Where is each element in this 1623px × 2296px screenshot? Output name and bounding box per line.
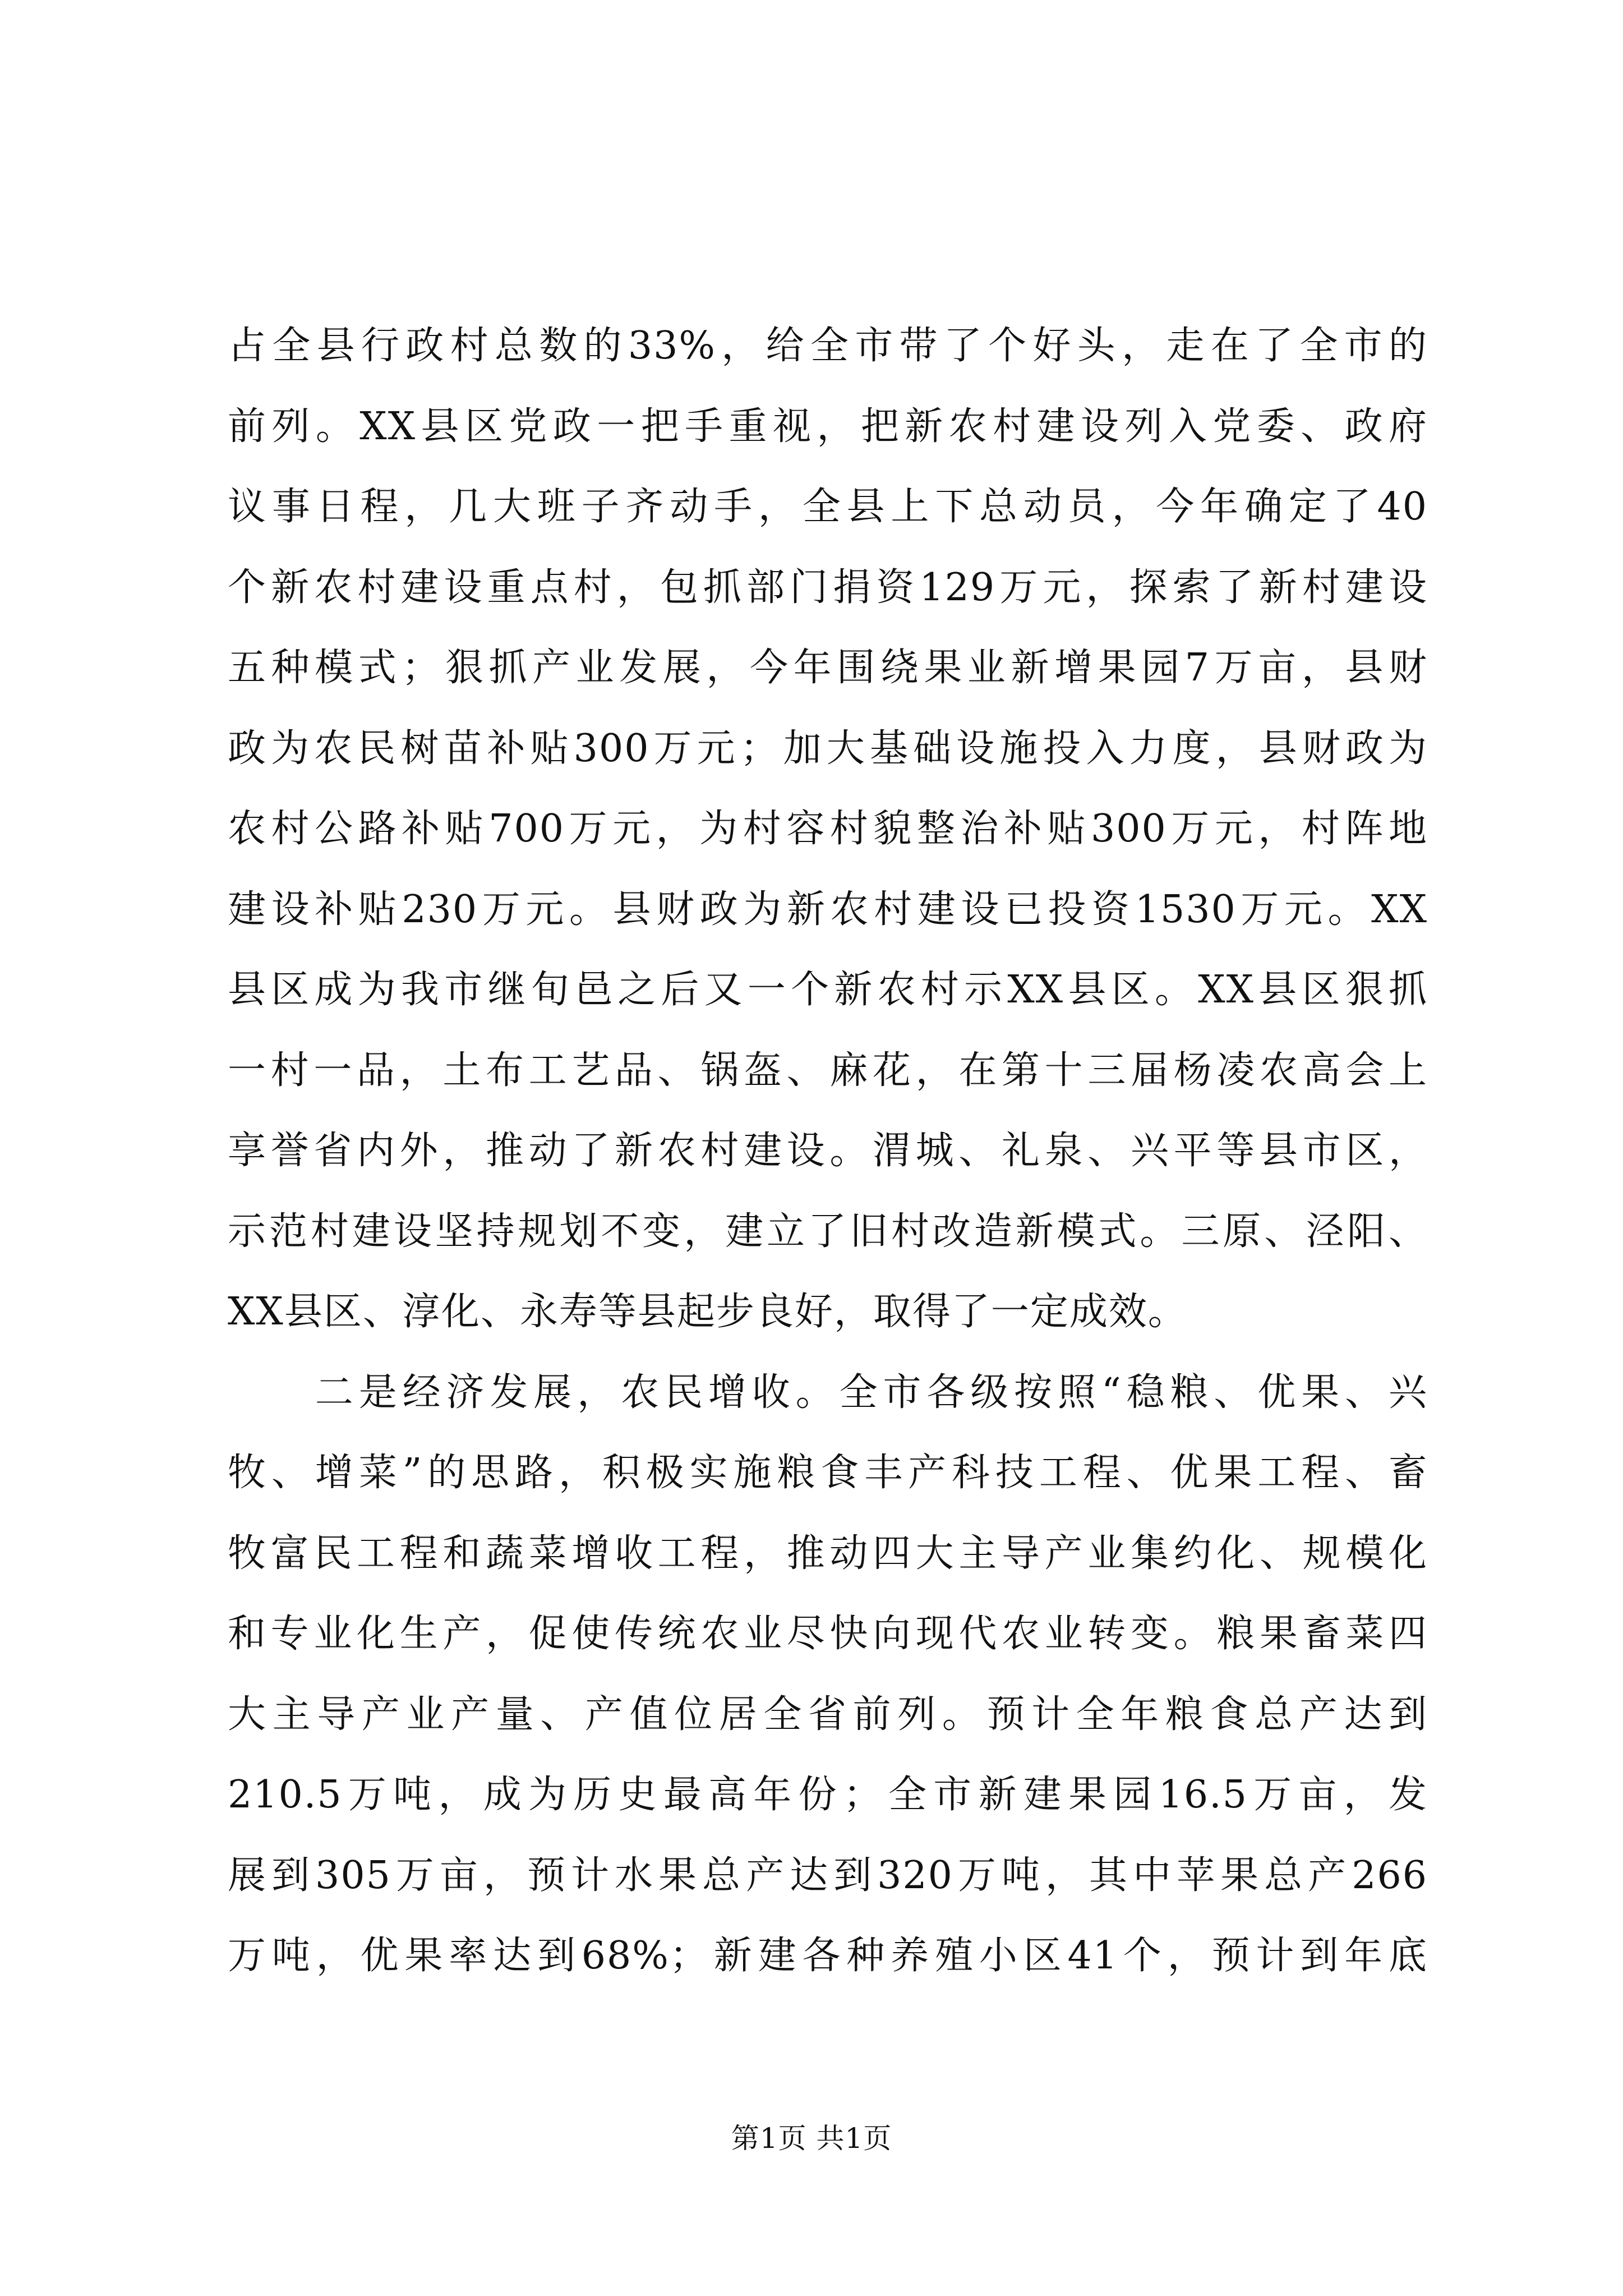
text-line: 展到305万亩，预计水果总产达到320万吨，其中苹果总产266 — [228, 1853, 1428, 1898]
text-line: 议事日程，几大班子齐动手，全县上下总动员，今年确定了40 — [228, 485, 1428, 529]
text-line: 大主导产业产量、产值位居全省前列。预计全年粮食总产达到 — [228, 1692, 1428, 1737]
page-footer: 第1页 共1页 — [731, 2122, 892, 2155]
text-line: 210.5万吨，成为历史最高年份；全市新建果园16.5万亩，发 — [228, 1773, 1428, 1817]
text-line: 农村公路补贴700万元，为村容村貌整治补贴300万元，村阵地 — [228, 807, 1428, 851]
paragraph-start-line: 二是经济发展，农民增收。全市各级按照“稳粮、优果、兴 — [228, 1370, 1428, 1415]
text-line: 牧富民工程和蔬菜增收工程，推动四大主导产业集约化、规模化 — [228, 1531, 1428, 1576]
text-line: XX县区、淳化、永寿等县起步良好，取得了一定成效。 — [228, 1290, 1187, 1334]
text-line: 个新农村建设重点村，包抓部门捐资129万元，探索了新村建设 — [228, 565, 1428, 610]
text-line: 占全县行政村总数的33%，给全市带了个好头，走在了全市的 — [228, 324, 1428, 368]
text-line: 一村一品，土布工艺品、锅盔、麻花，在第十三届杨凌农高会上 — [228, 1048, 1428, 1093]
text-line: 享誉省内外，推动了新农村建设。渭城、礼泉、兴平等县市区， — [228, 1129, 1428, 1173]
text-line: 和专业化生产，促使传统农业尽快向现代农业转变。粮果畜菜四 — [228, 1612, 1428, 1656]
text-line: 五种模式；狠抓产业发展，今年围绕果业新增果园7万亩，县财 — [228, 646, 1428, 690]
body-text — [228, 306, 1428, 1996]
text-line: 牧、增菜”的思路，积极实施粮食丰产科技工程、优果工程、畜 — [228, 1451, 1428, 1495]
text-line: 示范村建设坚持规划不变，建立了旧村改造新模式。三原、泾阳、 — [228, 1209, 1428, 1254]
text-line: 政为农民树苗补贴300万元；加大基础设施投入力度，县财政为 — [228, 726, 1428, 771]
text-line: 建设补贴230万元。县财政为新农村建设已投资1530万元。XX — [228, 887, 1428, 932]
text-line: 万吨，优果率达到68%；新建各种养殖小区41个，预计到年底 — [228, 1934, 1428, 1978]
text-line: 前列。XX县区党政一把手重视，把新农村建设列入党委、政府 — [228, 404, 1428, 449]
text-line: 县区成为我市继旬邑之后又一个新农村示XX县区。XX县区狠抓 — [228, 968, 1428, 1012]
